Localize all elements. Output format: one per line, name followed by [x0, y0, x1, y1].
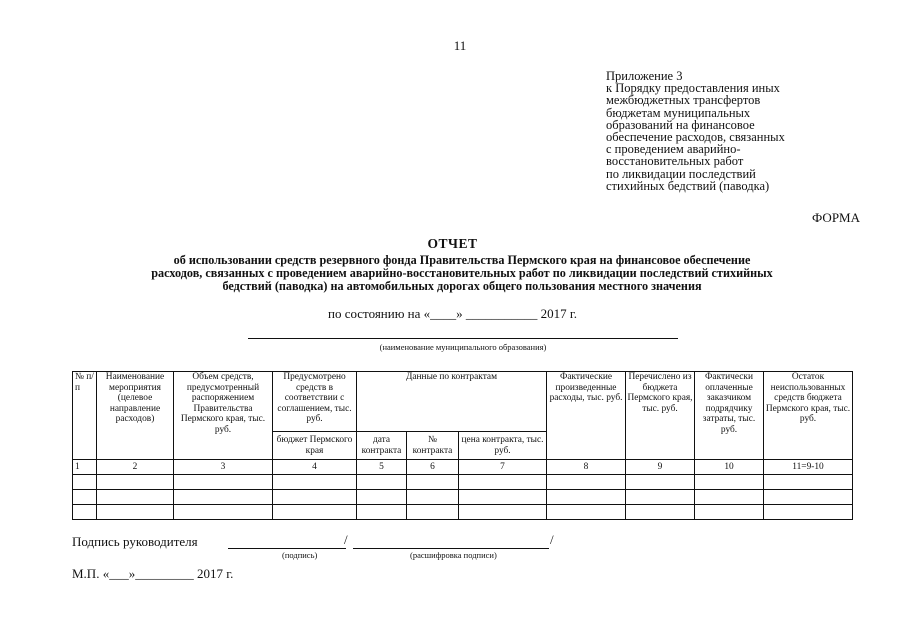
- column-number: 3: [174, 460, 273, 475]
- column-number: 4: [273, 460, 357, 475]
- stamp-date-line: М.П. «___»_________ 2017 г.: [72, 566, 234, 581]
- appendix-line: по ликвидации последствий: [606, 166, 756, 181]
- empty-row: [73, 475, 853, 490]
- subtitle-line: расходов, связанных с проведением аварийно-восстановительных работ по ликвидации последствий стихийных: [151, 266, 773, 280]
- subtitle-line: бедствий (паводка) на автомобильных дорогах общего пользования местного значения: [222, 279, 702, 293]
- subheader-number: № контракта: [407, 432, 459, 460]
- report-table: [72, 371, 853, 520]
- form-label: ФОРМА: [812, 210, 860, 225]
- header-row: [73, 372, 853, 432]
- signature-decode-caption: (расшифровка подписи): [410, 550, 497, 560]
- header-paid: Фактически оплаченные заказчиком подрядчику затраты, тыс. руб.: [695, 372, 764, 460]
- column-number: 11=9-10: [764, 460, 853, 475]
- appendix-line: к Порядку предоставления иных: [606, 81, 780, 96]
- subheader-price: цена контракта, тыс. руб.: [459, 432, 547, 460]
- as-of-date-line: по состоянию на «____» ___________ 2017 г.: [327, 306, 578, 321]
- header-remainder: Остаток неиспользованных средств бюджета Пермского края, тыс. руб.: [764, 372, 853, 460]
- empty-row: [73, 505, 853, 520]
- subtitle-line: об использовании средств резервного фонда Правительства Пермского края на финансовое обеспечение: [173, 253, 751, 267]
- appendix-line: обеспечение расходов, связанных: [606, 130, 785, 145]
- appendix-line: образований на финансовое: [606, 117, 755, 132]
- report-title: ОТЧЕТ: [427, 236, 478, 251]
- column-number: 10: [695, 460, 764, 475]
- report-subtitle: [72, 254, 852, 293]
- signature-decode-blank-line: [353, 548, 549, 549]
- empty-row: [73, 490, 853, 505]
- appendix-line: Приложение 3: [606, 69, 683, 83]
- header-contracts: Данные по контрактам: [357, 372, 547, 432]
- page-number: 11: [453, 38, 467, 53]
- column-number: 8: [547, 460, 626, 475]
- header-transferred: Перечислено из бюджета Пермского края, тыс. руб.: [626, 372, 695, 460]
- subheader-budget: бюджет Пермского края: [273, 432, 357, 460]
- subheader-date: дата контракта: [357, 432, 407, 460]
- appendix-note: [606, 70, 856, 192]
- appendix-line: стихийных бедствий (паводка): [606, 178, 770, 193]
- header-event: Наименование мероприятия (целевое направление расходов): [97, 372, 174, 460]
- column-number: 1: [73, 460, 97, 475]
- column-number: 2: [97, 460, 174, 475]
- signature-caption: (подпись): [282, 550, 318, 560]
- column-number: 5: [357, 460, 407, 475]
- column-number: 6: [407, 460, 459, 475]
- column-number: 7: [459, 460, 547, 475]
- signature-blank-line: [228, 548, 346, 549]
- signature-slash: /: [344, 532, 348, 547]
- header-actual: Фактические произведенные расходы, тыс. руб.: [547, 372, 626, 460]
- municipality-caption: (наименование муниципального образования): [379, 342, 547, 352]
- signature-slash: /: [550, 532, 554, 547]
- column-number-row: [73, 460, 853, 475]
- header-planned: Предусмотрено средств в соответствии с соглашением, тыс. руб.: [273, 372, 357, 432]
- header-volume: Объем средств, предусмотренный распоряжением Правительства Пермского края, тыс. руб.: [174, 372, 273, 460]
- appendix-line: с проведением аварийно-: [606, 142, 741, 157]
- appendix-line: бюджетам муниципальных: [606, 105, 751, 120]
- column-number: 9: [626, 460, 695, 475]
- appendix-line: межбюджетных трансфертов: [606, 93, 761, 108]
- header-num: № п/п: [73, 372, 97, 460]
- appendix-line: восстановительных работ: [606, 154, 744, 169]
- municipality-blank-line: [248, 338, 678, 339]
- signature-label: Подпись руководителя: [72, 534, 198, 549]
